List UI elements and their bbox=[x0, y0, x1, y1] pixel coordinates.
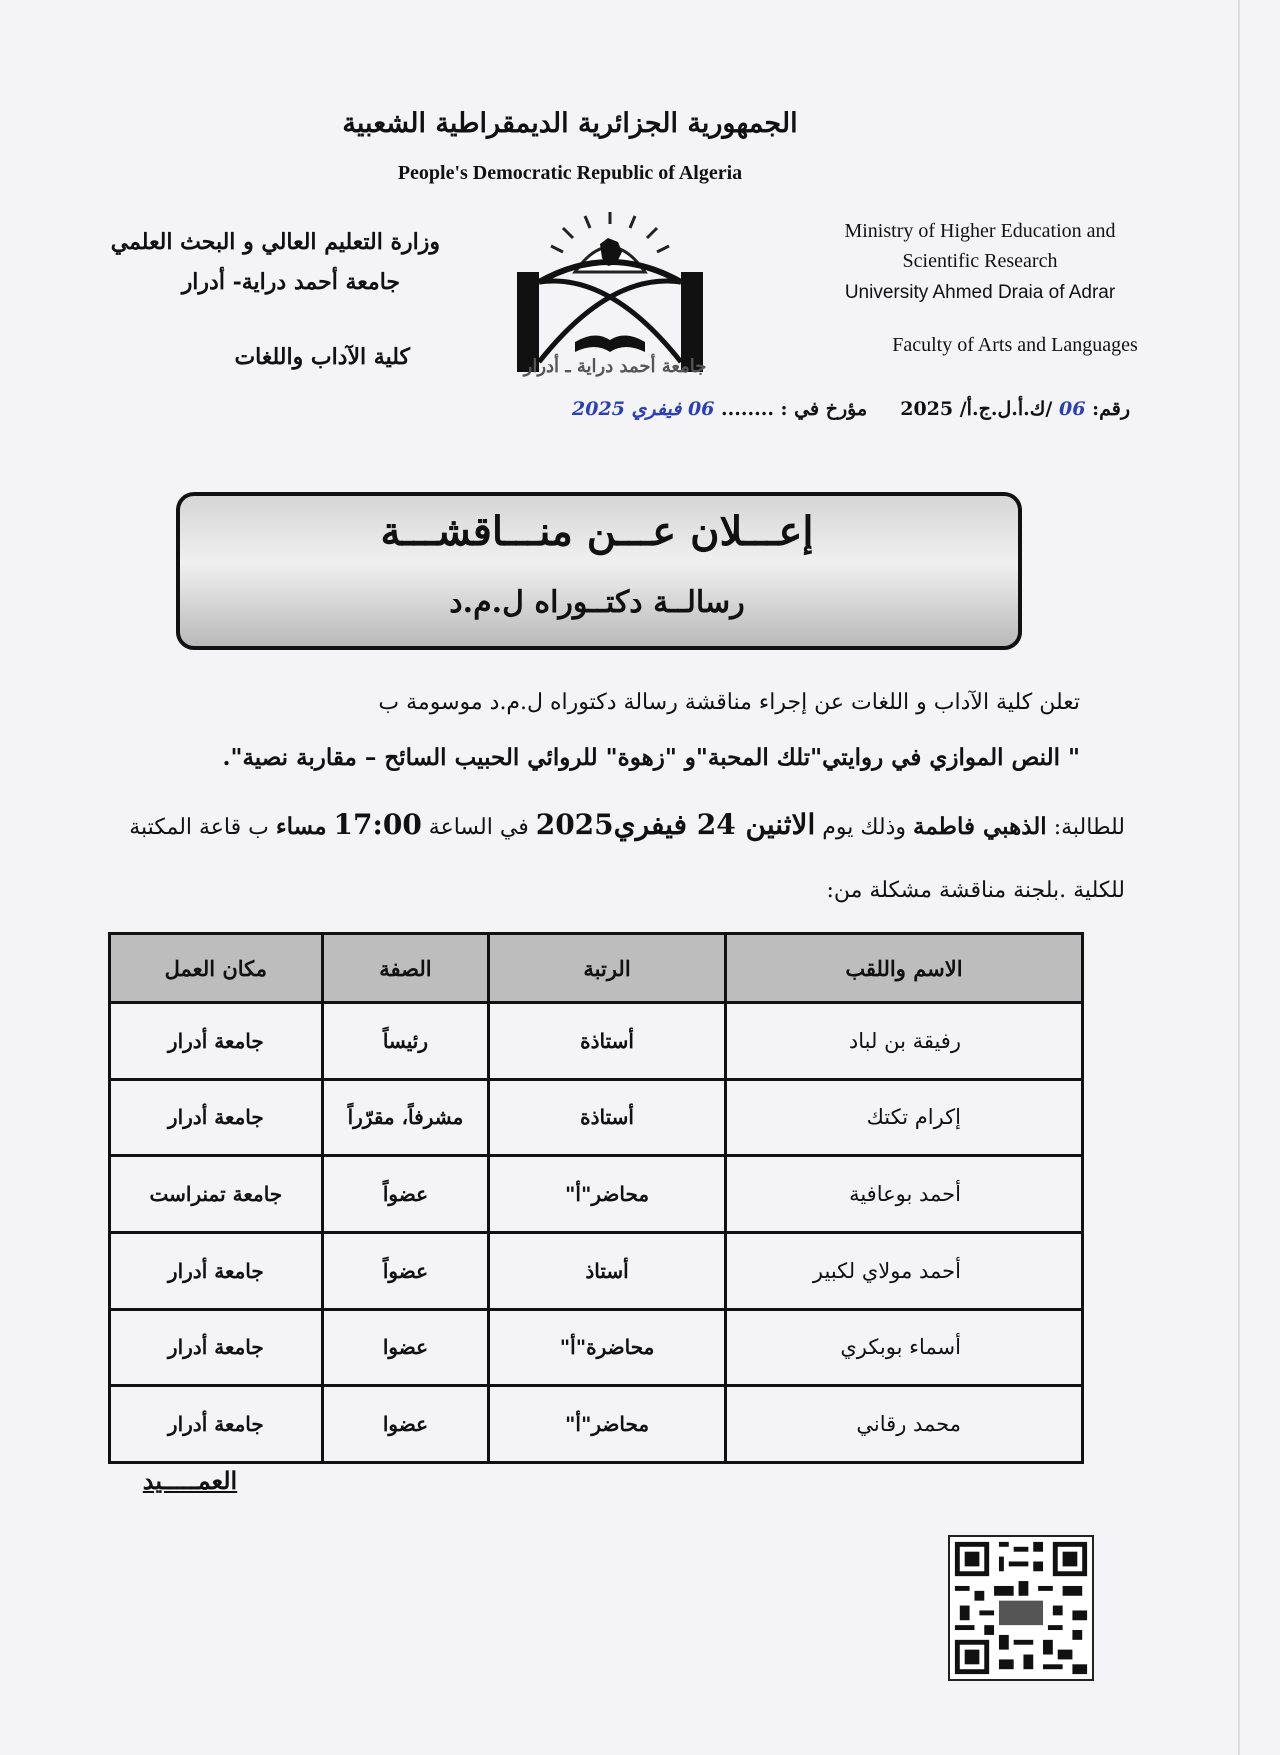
table-row bbox=[110, 1386, 1083, 1463]
member-name: أسماء بوبكري bbox=[725, 1309, 1082, 1386]
member-name: أحمد مولاي لكبير bbox=[725, 1232, 1082, 1309]
member-role: عضواً bbox=[322, 1232, 489, 1309]
republic-title-en: People's Democratic Republic of Algeria bbox=[397, 162, 743, 184]
university-ar: جامعة أحمد دراية- أدرار bbox=[181, 269, 400, 295]
reference-label: رقم: bbox=[1092, 398, 1130, 420]
member-rank: محاضرة"أ" bbox=[489, 1309, 726, 1386]
date-value: 06 فيفري 2025 bbox=[572, 398, 715, 420]
defense-day: الاثنين 24 فيفري2025 bbox=[535, 808, 816, 841]
time-prefix: في الساعة bbox=[428, 815, 529, 840]
member-workplace: جامعة أدرار bbox=[110, 1003, 323, 1080]
member-role: عضوا bbox=[322, 1386, 489, 1463]
table-row bbox=[110, 1079, 1083, 1156]
member-rank: محاضر"أ" bbox=[489, 1386, 726, 1463]
ministry-en-line2: Scientific Research bbox=[902, 250, 1058, 272]
institution-block-ar bbox=[90, 222, 440, 302]
reference-line bbox=[572, 398, 1130, 420]
scan-edge-line bbox=[1238, 0, 1240, 1755]
member-name: رفيقة بن لباد bbox=[725, 1003, 1082, 1080]
ministry-en-line1: Ministry of Higher Education and bbox=[844, 220, 1116, 242]
member-rank: أستاذ bbox=[489, 1232, 726, 1309]
ministry-en bbox=[780, 216, 1180, 276]
committee-line: للكلية .بلجنة مناقشة مشكلة من: bbox=[826, 878, 1125, 903]
member-rank: أستاذة bbox=[489, 1079, 726, 1156]
announcement-subtitle: رسالــة دكتــوراه ل.م.د bbox=[449, 585, 745, 620]
student-line bbox=[60, 808, 1125, 841]
member-role: عضوا bbox=[322, 1309, 489, 1386]
table-row bbox=[110, 1309, 1083, 1386]
member-role: عضواً bbox=[322, 1156, 489, 1233]
member-name: محمد رقاني bbox=[725, 1386, 1082, 1463]
student-prefix: للطالبة: bbox=[1053, 815, 1125, 840]
republic-title-ar: الجمهورية الجزائرية الديمقراطية الشعبية bbox=[342, 108, 798, 139]
reference-code: /ك.أ.ل.ج.أ/ 2025 bbox=[900, 398, 1053, 420]
faculty-ar: كلية الآداب واللغات bbox=[234, 344, 410, 370]
member-role: رئيساً bbox=[322, 1003, 489, 1080]
member-workplace: جامعة أدرار bbox=[110, 1232, 323, 1309]
ministry-ar: وزارة التعليم العالي و البحث العلمي bbox=[110, 229, 440, 255]
faculty-en: Faculty of Arts and Languages bbox=[892, 334, 1138, 356]
defense-place: ب قاعة المكتبة bbox=[129, 815, 269, 840]
member-rank: أستاذة bbox=[489, 1003, 726, 1080]
announcement-title: إعـــلان عـــن منـــاقشـــة bbox=[380, 508, 814, 555]
member-workplace: جامعة أدرار bbox=[110, 1386, 323, 1463]
intro-paragraph: تعلن كلية الآداب و اللغات عن إجراء مناقشة رسالة دكتوراه ل.م.د موسومة ب bbox=[378, 690, 1080, 715]
student-name: الذهبي فاطمة bbox=[913, 813, 1047, 840]
header-workplace: مكان العمل bbox=[110, 934, 323, 1003]
member-rank: محاضر"أ" bbox=[489, 1156, 726, 1233]
thesis-title: " النص الموازي في روايتي"تلك المحبة"و "زهوة" للروائي الحبيب السائح – مقاربة نصية". bbox=[222, 744, 1080, 771]
header-rank: الرتبة bbox=[489, 934, 726, 1003]
university-en: University Ahmed Draia of Adrar bbox=[844, 282, 1116, 303]
defense-time: 17:00 bbox=[333, 808, 422, 841]
jury-table bbox=[108, 932, 1084, 1464]
table-header-row bbox=[110, 934, 1083, 1003]
member-name: أحمد بوعافية bbox=[725, 1156, 1082, 1233]
header-name: الاسم واللقب bbox=[725, 934, 1082, 1003]
member-role: مشرفاً، مقرّراً bbox=[322, 1079, 489, 1156]
time-suffix: مساء bbox=[275, 813, 327, 840]
qr-code-icon bbox=[948, 1535, 1094, 1681]
date-label: مؤرخ في : ........ bbox=[721, 398, 868, 420]
member-workplace: جامعة تمنراست bbox=[110, 1156, 323, 1233]
member-name: إكرام تكتك bbox=[725, 1079, 1082, 1156]
dean-signature-label: العمـــــيد bbox=[142, 1466, 238, 1495]
logo-caption: جامعة أحمد دراية ـ أدرار bbox=[523, 356, 707, 377]
member-workplace: جامعة أدرار bbox=[110, 1309, 323, 1386]
header-role: الصفة bbox=[322, 934, 489, 1003]
table-row bbox=[110, 1156, 1083, 1233]
table-row bbox=[110, 1003, 1083, 1080]
reference-number: 06 bbox=[1059, 398, 1086, 420]
table-row bbox=[110, 1232, 1083, 1309]
member-workplace: جامعة أدرار bbox=[110, 1079, 323, 1156]
day-prefix: وذلك يوم bbox=[822, 815, 907, 840]
